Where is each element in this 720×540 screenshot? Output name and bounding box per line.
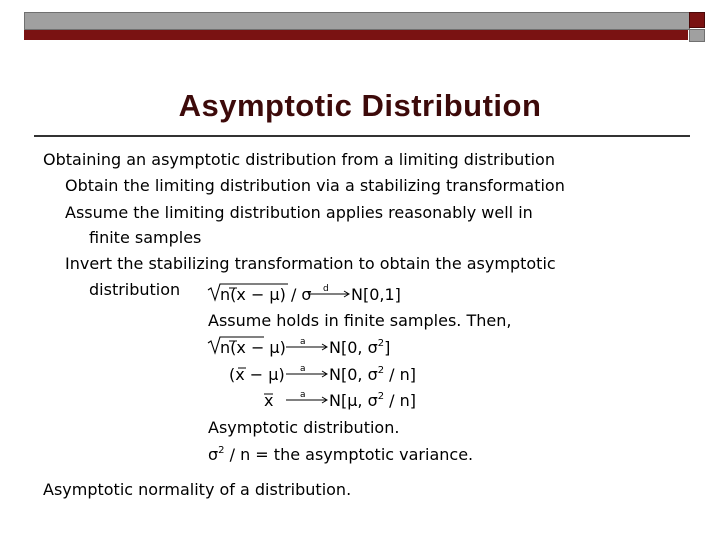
math-svg [208, 282, 528, 472]
header-red-stripe [24, 30, 688, 40]
eq2-lhs: n(x − μ) [220, 338, 286, 357]
eq1-arrow-label: d [323, 284, 329, 294]
asym-dist-text: Asymptotic distribution. [208, 418, 400, 437]
bullet-line-3: Assume the limiting distribution applies reasonably well in [65, 203, 533, 222]
bullet-line-4-cont: distribution [89, 280, 181, 299]
bullet-line-3-cont: finite samples [89, 228, 202, 247]
eq3-rhs: N[0, $\sigma^2 / n$] [329, 365, 417, 384]
bullet-line-1: Obtaining an asymptotic distribution from a limiting distribution [43, 150, 555, 169]
eq3-lhs: (x − μ) [229, 365, 285, 384]
eq1-rhs: N[0,1] [351, 285, 401, 304]
corner-gray-square [689, 29, 705, 42]
assume-text: Assume holds in finite samples. Then, [208, 311, 512, 330]
equation-1 [208, 284, 401, 304]
eq2-arrow-label: a [300, 337, 306, 347]
bullet-line-2: Obtain the limiting distribution via a stabilizing transformation [65, 176, 565, 195]
equation-4 [264, 390, 416, 410]
bullet-line-4: Invert the stabilizing transformation to obtain the asymptotic [65, 254, 556, 273]
title-divider [34, 135, 690, 137]
corner-red-square [689, 12, 705, 28]
eq1-lhs: n(x − μ) / σ [220, 285, 312, 304]
eq2-rhs: N[0, $\sigma^2$] [329, 338, 391, 357]
equation-3 [229, 364, 416, 384]
eq4-rhs: N[μ, $\sigma^2 / n$] [329, 391, 417, 410]
variance-line: $\sigma^2$ / n = the asymptotic variance. [208, 445, 474, 464]
eq3-arrow-label: a [300, 364, 306, 374]
math-block [208, 282, 528, 472]
equation-2 [208, 337, 390, 357]
header-gray-bar [24, 12, 690, 30]
footer-line: Asymptotic normality of a distribution. [43, 480, 352, 499]
eq4-lhs: x [264, 391, 274, 410]
slide-title: Asymptotic Distribution [178, 88, 542, 123]
eq4-arrow-label: a [300, 390, 306, 400]
